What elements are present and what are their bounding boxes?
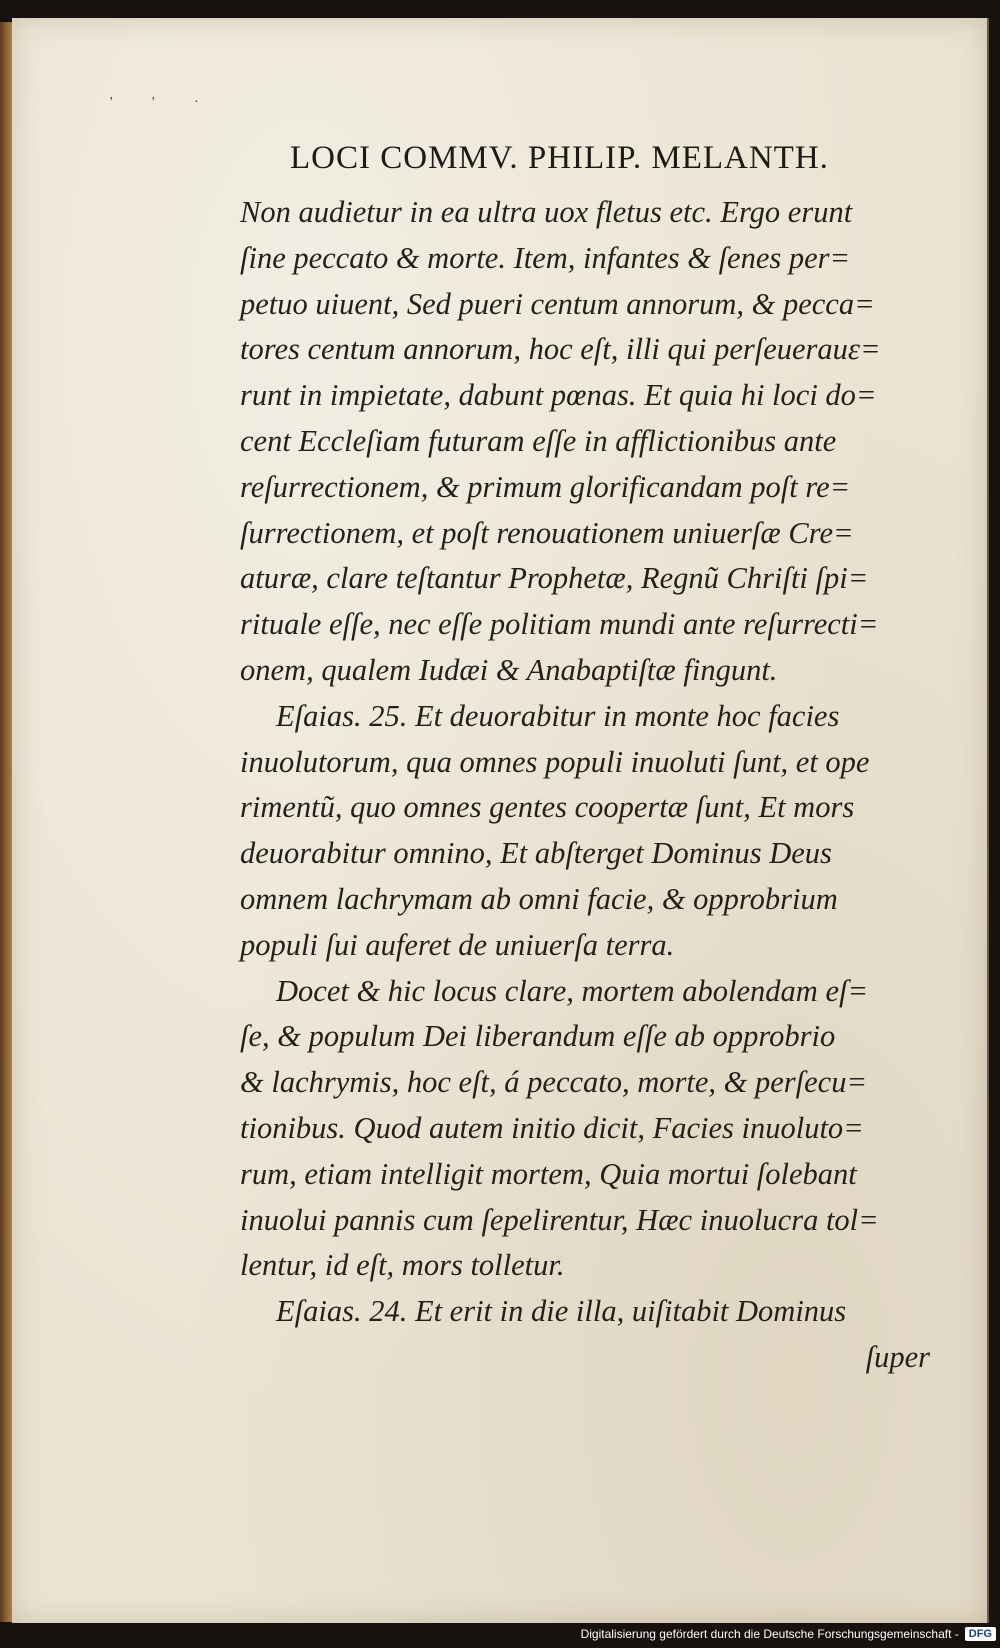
text-line: rimentũ, quo omnes gentes coopertæ ſunt, Et mors <box>240 790 855 825</box>
text-line: rum, etiam intelligit mortem, Quia mortui ſolebant <box>240 1156 857 1191</box>
text-line: populi ſui auferet de uniuerſa terra. <box>240 927 675 962</box>
text-line: onem, qualem Iudæi & Anabaptiſtæ fingunt. <box>240 652 778 687</box>
text-line: runt in impietate, dabunt pœnas. Et quia hi loci do= <box>240 378 877 413</box>
text-line: Non audietur in ea ultra uox fletus etc. Ergo erunt <box>240 195 853 229</box>
text-line: aturæ, clare teſtantur Prophetæ, Regnũ Chriſti ſpi= <box>240 561 869 596</box>
text-line: deuorabitur omnino, Et abſterget Dominus Deus <box>240 836 832 871</box>
text-line: lentur, id eſt, mors tolletur. <box>240 1248 565 1283</box>
text-line: omnem lachrymam ab omni facie, & opprobrium <box>240 881 838 916</box>
page-text <box>240 190 940 1381</box>
text-line: tionibus. Quod autem initio dicit, Facies inuoluto= <box>240 1110 864 1145</box>
text-line: Eſaias. 24. Et erit in die illa, uiſitabit Dominus <box>276 1294 847 1329</box>
digitization-credit <box>581 1624 996 1644</box>
text-line: & lachrymis, hoc eſt, á peccato, morte, & perſecu= <box>240 1065 868 1100</box>
dfg-logo: DFG <box>965 1627 996 1641</box>
text-line: ſe, & populum Dei liberandum eſſe ab opprobrio <box>240 1019 836 1054</box>
running-head: LOCI COMMV. PHILIP. MELANTH. <box>290 140 829 176</box>
catchword <box>240 1335 940 1381</box>
catchword-text: ſuper <box>865 1339 930 1374</box>
text-line: inuolutorum, qua omnes populi inuoluti ſunt, et ope <box>240 744 870 779</box>
text-line: cent Eccleſiam futuram eſſe in afflictionibus ante <box>240 423 837 458</box>
text-line: ſurrectionem, et poſt renouationem uniuerſæ Cre= <box>240 515 854 550</box>
text-line: rituale eſſe, nec eſſe politiam mundi ante reſurrecti= <box>240 607 879 642</box>
text-line: Docet & hic locus clare, mortem abolendam eſ= <box>276 973 869 1008</box>
credit-text: Digitalisierung gefördert durch die Deutsche Forschungsgemeinschaft - <box>580 1627 959 1641</box>
stray-ink-marks: ' ' · <box>110 95 217 110</box>
text-line: tores centum annorum, hoc eſt, illi qui perſeuerauε= <box>240 332 881 367</box>
text-line: inuolui pannis cum ſepelirentur, Hæc inuolucra tol= <box>240 1202 879 1237</box>
text-line: Eſaias. 25. Et deuorabitur in monte hoc facies <box>276 698 840 733</box>
text-line: reſurrectionem, & primum glorificandam poſt re= <box>240 469 851 504</box>
text-line: ſine peccato & morte. Item, infantes & ſenes per= <box>240 240 851 275</box>
text-line: petuo uiuent, Sed pueri centum annorum, & pecca= <box>240 286 875 321</box>
